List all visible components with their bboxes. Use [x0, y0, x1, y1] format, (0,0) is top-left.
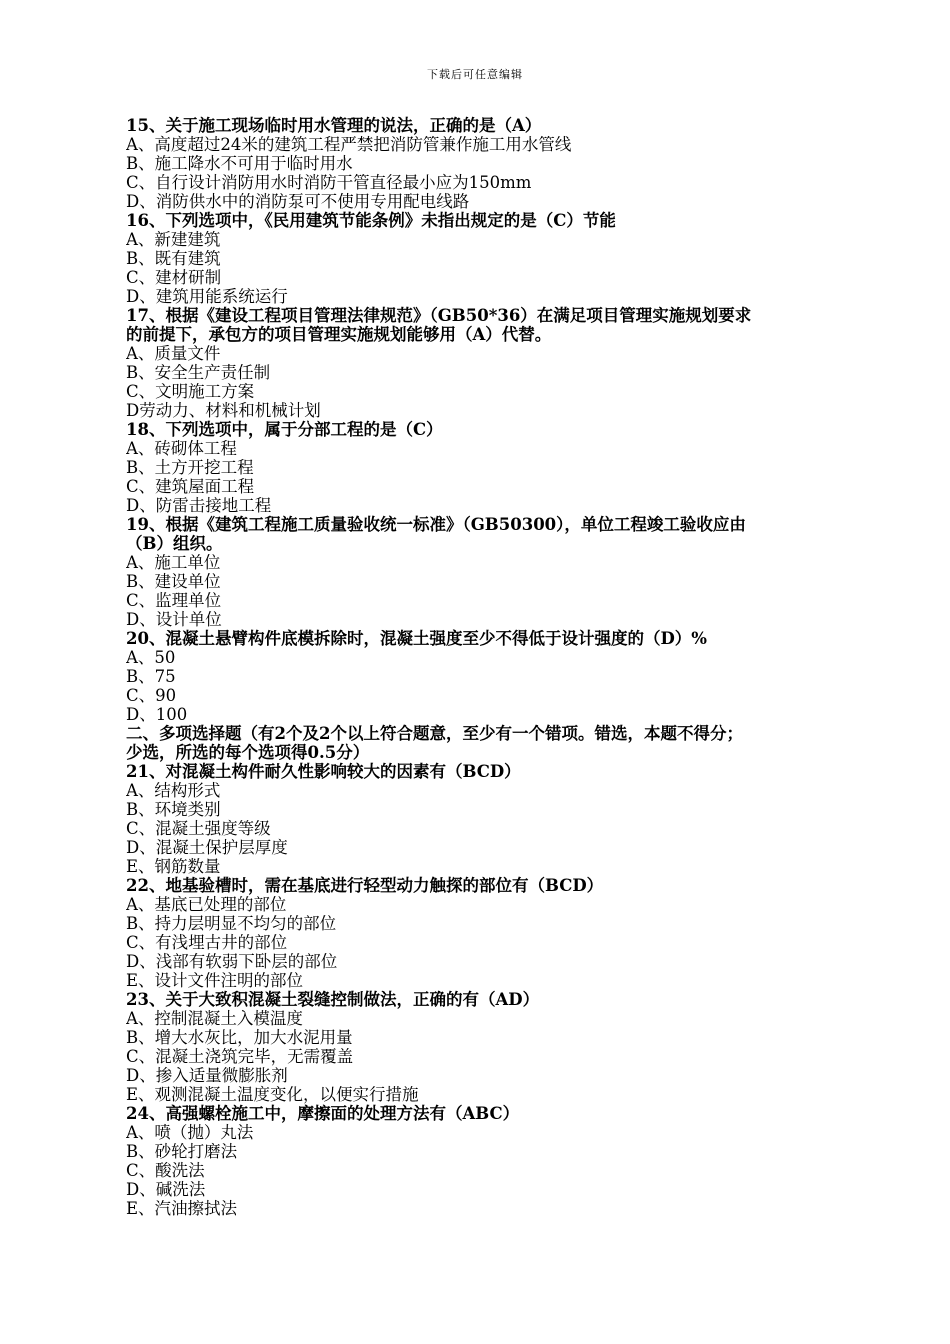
option-line: D劳动力、材料和机械计划 [126, 401, 321, 420]
option-line: C、文明施工方案 [126, 382, 255, 401]
question-line: 19、根据《建筑工程施工质量验收统一标准》（GB50300），单位工程竣工验收应由 [126, 515, 746, 534]
option-line: D、消防供水中的消防泵可不使用专用配电线路 [126, 192, 470, 211]
question-line: 20、混凝土悬臂构件底模拆除时，混凝土强度至少不得低于设计强度的（D）% [126, 629, 707, 648]
option-line: D、混凝土保护层厚度 [126, 838, 288, 857]
option-line: B、持力层明显不均匀的部位 [126, 914, 337, 933]
option-line: A、结构形式 [126, 781, 221, 800]
document-body [126, 116, 850, 1218]
option-line: A、新建建筑 [126, 230, 221, 249]
option-line: A、基底已处理的部位 [126, 895, 287, 914]
option-line: D、碱洗法 [126, 1180, 206, 1199]
option-line: C、有浅埋古井的部位 [126, 933, 288, 952]
option-line: E、汽油擦拭法 [126, 1199, 238, 1218]
option-line: D、防雷击接地工程 [126, 496, 272, 515]
option-line: B、环境类别 [126, 800, 221, 819]
question-line: 18、下列选项中，属于分部工程的是（C） [126, 420, 443, 439]
option-line: A、砖砌体工程 [126, 439, 237, 458]
question-line: （B）组织。 [126, 534, 223, 553]
option-line: C、监理单位 [126, 591, 222, 610]
option-line: A、50 [126, 648, 176, 667]
option-line: A、施工单位 [126, 553, 221, 572]
option-line: B、75 [126, 667, 176, 686]
option-line: B、土方开挖工程 [126, 458, 254, 477]
option-line: C、混凝土浇筑完毕，无需覆盖 [126, 1047, 354, 1066]
option-line: A、质量文件 [126, 344, 221, 363]
question-line: 21、对混凝土构件耐久性影响较大的因素有（BCD） [126, 762, 521, 781]
option-line: C、混凝土强度等级 [126, 819, 271, 838]
option-line: C、建材研制 [126, 268, 222, 287]
option-line: A、控制混凝土入模温度 [126, 1009, 303, 1028]
option-line: B、施工降水不可用于临时用水 [126, 154, 353, 173]
option-line: D、掺入适量微膨胀剂 [126, 1066, 288, 1085]
option-line: C、自行设计消防用水时消防干管直径最小应为150mm [126, 173, 532, 192]
option-line: E、观测混凝土温度变化，以便实行措施 [126, 1085, 419, 1104]
question-line: 15、关于施工现场临时用水管理的说法，正确的是（A） [126, 116, 542, 135]
question-line: 22、地基验槽时，需在基底进行轻型动力触探的部位有（BCD） [126, 876, 604, 895]
question-line: 少选，所选的每个选项得0.5分） [126, 743, 370, 762]
option-line: C、建筑屋面工程 [126, 477, 255, 496]
question-line: 的前提下，承包方的项目管理实施规划能够用（A）代替。 [126, 325, 552, 344]
question-line: 17、根据《建设工程项目管理法律规范》（GB50*36）在满足项目管理实施规划要求 [126, 306, 752, 325]
question-line: 24、高强螺栓施工中，摩擦面的处理方法有（ABC） [126, 1104, 520, 1123]
option-line: D、100 [126, 705, 188, 724]
option-line: D、设计单位 [126, 610, 222, 629]
option-line: B、砂轮打磨法 [126, 1142, 238, 1161]
option-line: C、酸洗法 [126, 1161, 205, 1180]
option-line: A、喷（抛）丸法 [126, 1123, 254, 1142]
option-line: D、建筑用能系统运行 [126, 287, 288, 306]
option-line: C、90 [126, 686, 177, 705]
question-line: 23、关于大致积混凝土裂缝控制做法，正确的有（AD） [126, 990, 540, 1009]
question-line: 二、多项选择题（有2个及2个以上符合题意，至少有一个错项。错选，本题不得分； [126, 724, 743, 743]
option-line: B、既有建筑 [126, 249, 221, 268]
question-line: 16、下列选项中，《民用建筑节能条例》未指出规定的是（C）节能 [126, 211, 616, 230]
page-header: 下载后可任意编辑 [427, 68, 523, 81]
option-line: E、钢筋数量 [126, 857, 221, 876]
option-line: B、增大水灰比，加大水泥用量 [126, 1028, 353, 1047]
option-line: A、高度超过24米的建筑工程严禁把消防管兼作施工用水管线 [126, 135, 572, 154]
option-line: B、建设单位 [126, 572, 221, 591]
option-line: E、设计文件注明的部位 [126, 971, 304, 990]
option-line: B、安全生产责任制 [126, 363, 271, 382]
option-line: D、浅部有软弱下卧层的部位 [126, 952, 338, 971]
